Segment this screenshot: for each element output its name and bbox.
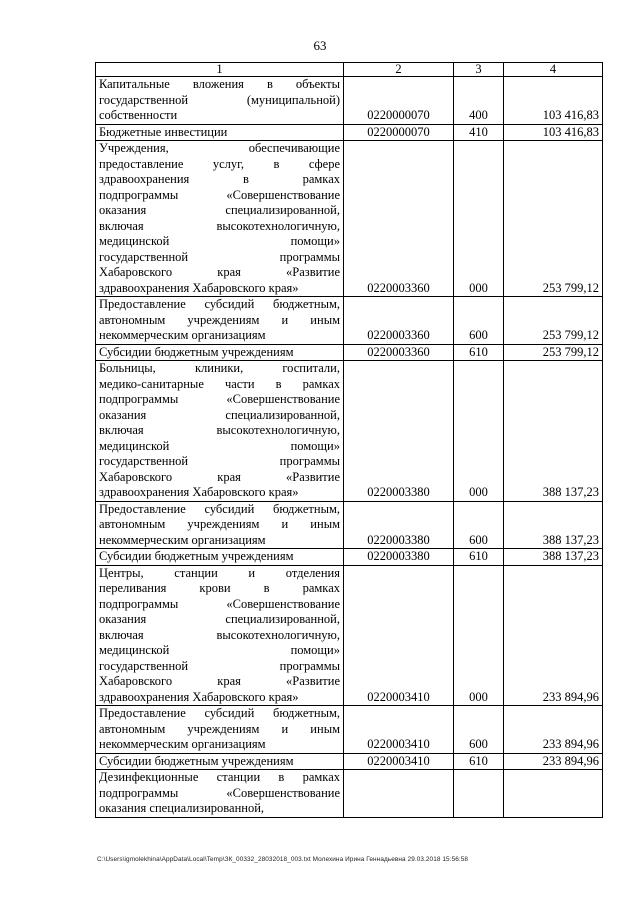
row-name-line: Учреждения, обеспечивающие <box>99 141 340 155</box>
row-name-line: Больницы, клиники, госпитали, <box>99 361 340 375</box>
table-row <box>96 549 603 566</box>
row-type-cell: 600 <box>454 501 504 549</box>
budget-table <box>95 62 603 818</box>
row-code-cell: 0220003360 <box>344 141 454 297</box>
row-name-line: медицинской помощи» <box>99 643 340 657</box>
row-amount-cell: 388 137,23 <box>504 361 603 502</box>
row-name-line: Капитальные вложения в объекты <box>99 77 340 91</box>
column-header-4: 4 <box>504 63 603 77</box>
row-type-cell: 610 <box>454 344 504 361</box>
row-type-cell: 000 <box>454 141 504 297</box>
row-name-line: подпрограммы «Совершенствование <box>99 392 340 406</box>
row-name-line: автономным учреждениям и иным <box>99 721 340 736</box>
table-row <box>96 501 603 549</box>
row-name-cell <box>96 549 344 566</box>
row-type-cell: 000 <box>454 361 504 502</box>
row-name-cell <box>96 565 344 706</box>
row-code-cell: 0220003410 <box>344 753 454 770</box>
row-name-line: здравоохранения Хабаровского края» <box>99 689 299 704</box>
row-name-line: оказания специализированной, <box>99 612 340 626</box>
table-row <box>96 124 603 141</box>
row-name-line: медицинской помощи» <box>99 438 340 453</box>
row-name-line: предоставление услуг, в сфере <box>99 156 340 171</box>
column-header-3: 3 <box>454 63 504 77</box>
row-type-cell: 400 <box>454 77 504 125</box>
table-row <box>96 706 603 754</box>
column-header-1: 1 <box>96 63 344 77</box>
row-name-line: автономным учреждениям и иным <box>99 312 340 327</box>
table-row <box>96 344 603 361</box>
row-name-line: государственной (муниципальной) <box>99 92 340 107</box>
row-amount-cell: 253 799,12 <box>504 344 603 361</box>
page-number: 63 <box>313 38 327 53</box>
row-type-cell: 600 <box>454 706 504 754</box>
row-type-cell: 410 <box>454 124 504 141</box>
row-amount-cell: 388 137,23 <box>504 549 603 566</box>
row-name-line: оказания специализированной, <box>99 203 340 217</box>
row-name-line: автономным учреждениям и иным <box>99 517 340 531</box>
row-name-line: Дезинфекционные станции в рамках <box>99 770 340 784</box>
row-code-cell: 0220003380 <box>344 501 454 549</box>
row-name-line: медико-санитарные части в рамках <box>99 376 340 391</box>
table-row <box>96 297 603 345</box>
row-amount-cell: 233 894,96 <box>504 565 603 706</box>
row-name-cell <box>96 141 344 297</box>
row-name-cell <box>96 706 344 754</box>
row-name-line: Предоставление субсидий бюджетным, <box>99 297 340 311</box>
row-code-cell: 0220003360 <box>344 344 454 361</box>
row-name-cell <box>96 124 344 141</box>
table-row <box>96 753 603 770</box>
row-name-cell <box>96 77 344 125</box>
row-amount-cell: 388 137,23 <box>504 501 603 549</box>
row-name-line: Хабаровского края «Развитие <box>99 674 340 688</box>
row-name-cell <box>96 770 344 818</box>
row-amount-cell <box>504 770 603 818</box>
row-name-line: Бюджетные инвестиции <box>99 124 228 139</box>
file-path-footer: C:\Users\igmolekhina\AppData\Local\Temp\ЗК_00332_28032018_003.txt Молехина Ирина Геннадьевна 29.03.2018 15:56:58 <box>97 856 469 863</box>
row-name-cell <box>96 501 344 549</box>
row-name-line: здравоохранения в рамках <box>99 172 340 186</box>
row-name-line: Субсидии бюджетным учреждениям <box>99 344 294 359</box>
row-amount-cell: 253 799,12 <box>504 297 603 345</box>
row-name-line: собственности <box>99 108 178 122</box>
row-name-line: оказания специализированной, <box>99 801 265 815</box>
row-amount-cell: 233 894,96 <box>504 753 603 770</box>
row-name-line: некоммерческим организациям <box>99 532 266 547</box>
row-name-line: включая высокотехнологичную, <box>99 423 340 437</box>
row-name-cell <box>96 344 344 361</box>
column-header-2: 2 <box>344 63 454 77</box>
row-name-cell <box>96 361 344 502</box>
row-code-cell: 0220003380 <box>344 549 454 566</box>
row-name-line: Предоставление субсидий бюджетным, <box>99 706 340 720</box>
row-name-line: Хабаровского края «Развитие <box>99 265 340 279</box>
row-amount-cell: 103 416,83 <box>504 124 603 141</box>
row-amount-cell: 103 416,83 <box>504 77 603 125</box>
row-name-line: государственной программы <box>99 658 340 673</box>
row-code-cell: 0220003380 <box>344 361 454 502</box>
row-name-line: медицинской помощи» <box>99 234 340 248</box>
row-name-line: подпрограммы «Совершенствование <box>99 187 340 202</box>
row-name-line: некоммерческим организациям <box>99 737 266 751</box>
row-name-line: Хабаровского края «Развитие <box>99 469 340 484</box>
row-name-line: государственной программы <box>99 454 340 468</box>
row-name-line: здравоохранения Хабаровского края» <box>99 280 299 295</box>
row-type-cell: 000 <box>454 565 504 706</box>
row-amount-cell: 253 799,12 <box>504 141 603 297</box>
row-name-cell <box>96 753 344 770</box>
table-row <box>96 361 603 502</box>
row-type-cell: 600 <box>454 297 504 345</box>
row-name-line: здравоохранения Хабаровского края» <box>99 485 299 499</box>
row-name-line: Предоставление субсидий бюджетным, <box>99 501 340 516</box>
row-type-cell: 610 <box>454 753 504 770</box>
row-code-cell: 0220003410 <box>344 565 454 706</box>
row-code-cell: 0220000070 <box>344 124 454 141</box>
row-code-cell <box>344 770 454 818</box>
row-name-line: оказания специализированной, <box>99 407 340 422</box>
row-name-line: государственной программы <box>99 249 340 264</box>
row-name-line: Субсидии бюджетным учреждениям <box>99 753 294 768</box>
table-row <box>96 77 603 125</box>
row-name-line: переливания крови в рамках <box>99 581 340 595</box>
row-name-cell <box>96 297 344 345</box>
row-name-line: некоммерческим организациям <box>99 328 266 342</box>
row-type-cell <box>454 770 504 818</box>
row-type-cell: 610 <box>454 549 504 566</box>
row-name-line: включая высокотехнологичную, <box>99 218 340 233</box>
table-row <box>96 565 603 706</box>
row-code-cell: 0220003410 <box>344 706 454 754</box>
row-name-line: Центры, станции и отделения <box>99 565 340 580</box>
table-row <box>96 141 603 297</box>
row-name-line: подпрограммы «Совершенствование <box>99 596 340 611</box>
row-name-line: включая высокотехнологичную, <box>99 627 340 642</box>
row-code-cell: 0220003360 <box>344 297 454 345</box>
row-code-cell: 0220000070 <box>344 77 454 125</box>
row-name-line: Субсидии бюджетным учреждениям <box>99 549 294 563</box>
row-name-line: подпрограммы «Совершенствование <box>99 785 340 800</box>
table-row <box>96 770 603 818</box>
row-amount-cell: 233 894,96 <box>504 706 603 754</box>
table-header-row <box>96 63 603 77</box>
